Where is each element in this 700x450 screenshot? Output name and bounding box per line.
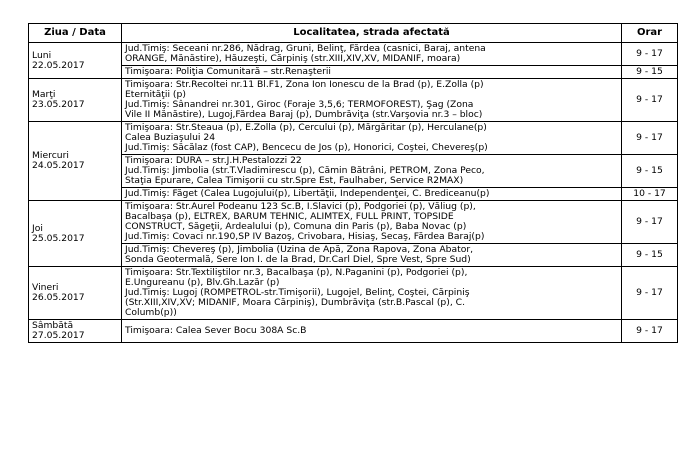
header-row: [29, 24, 678, 43]
outage-schedule-table: [28, 23, 678, 343]
header-location: Localitatea, strada afectată: [122, 24, 622, 43]
table-row: [29, 79, 678, 122]
day-date: 22.05.2017: [32, 59, 85, 71]
header-hours: Orar: [622, 24, 678, 43]
day-name: Joi: [32, 222, 43, 234]
table-row: [29, 43, 678, 66]
location-line: Jud.Timiş: Făget (Calea Lugojului(p), Libertăţii, Independenţei, C. Brediceanu(p): [125, 188, 490, 199]
location-line: Jud.Timiş: Seceani nr.286, Nădrag, Gruni, Belinţ, Fărdea (casnici, Baraj, antena: [125, 43, 486, 54]
location-line: ORANGE, Mănăstire), Hăuzeşti, Cărpiniş (str.XIII,XIV,XV, MIDANIF, moara): [125, 53, 461, 64]
day-cell: [29, 79, 122, 122]
table-row: [29, 244, 678, 267]
day-name: Vineri: [32, 282, 59, 293]
location-line: Timişoara: DURA – str.J.H.Pestalozzi 22: [125, 155, 302, 166]
location-cell: [122, 320, 622, 343]
day-date: 23.05.2017: [32, 99, 85, 110]
location-cell: [122, 79, 622, 122]
day-cell: [29, 43, 122, 79]
day-date: 26.05.2017: [32, 292, 85, 303]
location-cell: [122, 244, 622, 267]
location-line: Timişoara: Str.Recoltei nr.11 Bl.F1, Zona Ion Ionescu de la Brad (p), E.Zolla (p): [125, 79, 484, 90]
location-line: Jud.Timiş: Lugoj (ROMPETROL-str.Timişorii), Lugojel, Belinţ, Coştei, Cărpiniş: [125, 287, 470, 298]
location-line: Calea Buziaşului 24: [125, 132, 216, 143]
table-row: [29, 201, 678, 244]
location-line: Sonda Geotermală, Sere Ion I. de la Brad, Dr.Carl Diel, Spre Vest, Spre Sud): [125, 254, 471, 265]
table-row: [29, 188, 678, 201]
location-cell: [122, 66, 622, 79]
table-row: [29, 122, 678, 155]
location-line: (Str.XIII,XIV,XV; MIDANIF, Moara Cărpiniş), Dumbrăviţa (str.B.Pascal (p), C.: [125, 297, 466, 308]
hours-cell: 9 - 17: [622, 320, 678, 343]
table-row: [29, 267, 678, 320]
location-line: Columb(p)): [125, 307, 177, 318]
table-row: [29, 66, 678, 79]
table-row: [29, 320, 678, 343]
day-cell: [29, 267, 122, 320]
location-cell: [122, 188, 622, 201]
day-date: 25.05.2017: [32, 232, 85, 244]
hours-cell: 9 - 17: [622, 267, 678, 320]
location-line: Timişoara: Str.Textiliştilor nr.3, Bacalbaşa (p), N.Paganini (p), Podgoriei (p),: [125, 267, 468, 278]
location-cell: [122, 43, 622, 66]
day-name: Miercuri: [32, 150, 69, 161]
location-line: Jud.Timiş: Jimbolia (str.T.Vladimirescu (p), Cămin Bătrâni, PETROM, Zona Peco,: [125, 165, 485, 176]
hours-cell: 9 - 15: [622, 66, 678, 79]
location-line: Timişoara: Calea Sever Bocu 308A Sc.B: [125, 325, 307, 336]
day-name: Marţi: [32, 89, 56, 100]
hours-cell: 9 - 17: [622, 43, 678, 66]
location-cell: [122, 267, 622, 320]
location-line: Staţia Epurare, Calea Timişorii cu str.Spre Est, Faulhaber, Service R2MAX): [125, 175, 464, 186]
day-cell: [29, 320, 122, 343]
location-line: Eternităţii (p): [125, 89, 186, 100]
location-line: Timişoara: Str.Aurel Podeanu 123 Sc.B, I.Slavici (p), Podgoriei (p), Văliug (p),: [125, 201, 476, 212]
hours-cell: 9 - 17: [622, 201, 678, 244]
location-cell: [122, 201, 622, 244]
hours-cell: 9 - 17: [622, 122, 678, 155]
location-line: Timişoara: Str.Steaua (p), E.Zolla (p), Cercului (p), Mărgăritar (p), Herculane(p): [125, 122, 487, 133]
location-line: Jud.Timiş: Săcălaz (fost CAP), Bencecu de Jos (p), Honorici, Coştei, Chevereş(p): [125, 142, 488, 153]
day-cell: [29, 201, 122, 267]
hours-cell: 9 - 15: [622, 155, 678, 188]
location-line: Jud.Timiş: Chevereş (p), Jimbolia (Uzina de Apă, Zona Rapova, Zona Abator,: [125, 244, 474, 255]
hours-cell: 9 - 15: [622, 244, 678, 267]
location-line: Jud.Timiş: Sânandrei nr.301, Giroc (Foraje 3,5,6; TERMOFOREST), Şag (Zona: [125, 99, 474, 110]
location-line: Timişoara: Poliţia Comunitară – str.Renaşterii: [125, 66, 331, 77]
header-date: Ziua / Data: [29, 24, 122, 43]
hours-cell: 9 - 17: [622, 79, 678, 122]
schedule-body: [29, 43, 678, 343]
day-date: 24.05.2017: [32, 160, 85, 171]
location-line: Vile II Mănăstire), Lugoj,Fărdea Baraj (p), Dumbrăviţa (str.Varşovia nr.3 – bloc): [125, 109, 483, 120]
location-cell: [122, 122, 622, 155]
day-date: 27.05.2017: [32, 330, 85, 341]
location-line: Bacalbaşa (p), ELTREX, BARUM TEHNIC, ALIMTEX, FULL PRINT, TOPSIDE: [125, 211, 454, 222]
location-cell: [122, 155, 622, 188]
day-name: Luni: [32, 49, 52, 61]
location-line: CONSTRUCT, Săgeţii, Ardealului (p), Comuna din Paris (p), Baba Novac (p): [125, 221, 467, 232]
day-name: Sâmbătă: [32, 320, 74, 331]
location-line: Jud.Timiş: Covaci nr.190,SP IV Bazoş, Crivobara, Hisiaş, Secaş, Fărdea Baraj(p): [125, 231, 485, 242]
day-cell: [29, 122, 122, 201]
table-row: [29, 155, 678, 188]
hours-cell: 10 - 17: [622, 188, 678, 201]
location-line: E.Ungureanu (p), Blv.Gh.Lazăr (p): [125, 277, 280, 288]
